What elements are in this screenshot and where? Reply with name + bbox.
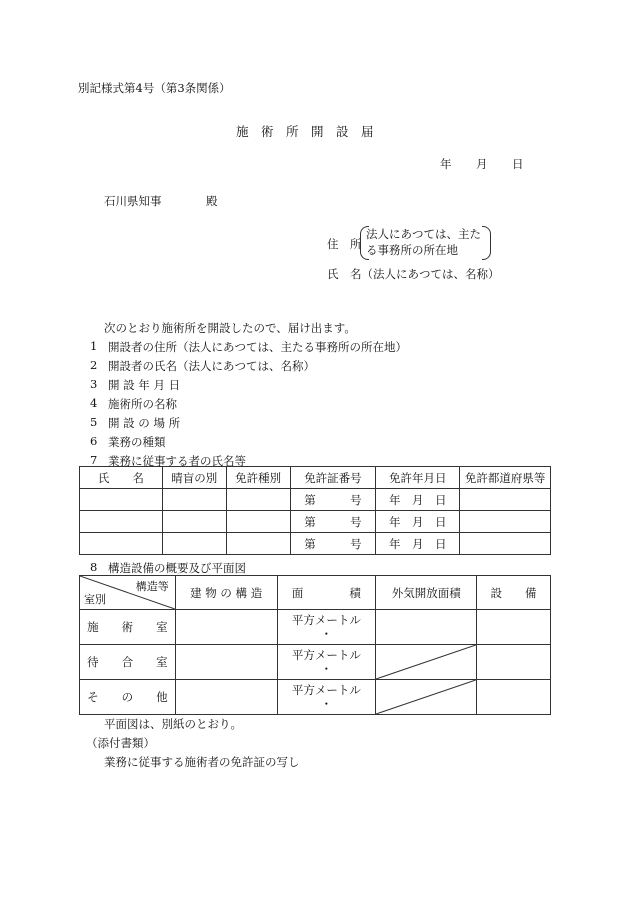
address-label: 住 所 xyxy=(327,237,362,251)
cell-license-prefecture[interactable] xyxy=(460,533,551,555)
cell-building-structure[interactable] xyxy=(175,680,277,715)
cell-building-structure[interactable] xyxy=(175,645,277,680)
room-label-other: そ の 他 xyxy=(80,680,176,715)
cell-name[interactable] xyxy=(80,489,163,511)
item-4-num: 4 xyxy=(90,396,98,410)
cell-open-air-area[interactable] xyxy=(376,610,477,645)
cell-equipment[interactable] xyxy=(477,680,551,715)
cell-vision[interactable] xyxy=(162,511,226,533)
item-1-text: 開設者の住所（法人にあつては、主たる事務所の所在地） xyxy=(108,340,407,354)
table-row xyxy=(80,680,551,715)
header-license-date: 免許年月日 xyxy=(376,467,460,489)
cell-vision[interactable] xyxy=(162,489,226,511)
item-6-num: 6 xyxy=(90,434,98,448)
item-2-num: 2 xyxy=(90,358,98,372)
form-label: 別記様式第4号（第3条関係） xyxy=(78,81,231,95)
cell-open-air-area-na xyxy=(376,680,477,715)
address-bracket-right xyxy=(482,226,491,260)
header-building-structure: 建 物 の 構 造 xyxy=(175,576,277,610)
staff-table-header xyxy=(80,467,551,489)
cell-name[interactable] xyxy=(80,533,163,555)
facility-table-header xyxy=(80,576,551,610)
intro-text: 次のとおり施術所を開設したので、届け出ます。 xyxy=(104,321,356,335)
header-license-type: 免許種別 xyxy=(226,467,290,489)
item-5-text: 開 設 の 場 所 xyxy=(108,416,181,430)
cell-license-prefecture[interactable] xyxy=(460,489,551,511)
address-note-line2: る事務所の所在地 xyxy=(366,243,458,257)
area-dot: ・ xyxy=(320,697,333,711)
na-diagonal xyxy=(376,645,476,679)
cell-building-structure[interactable] xyxy=(175,610,277,645)
addressee: 石川県知事 xyxy=(104,194,162,208)
cell-equipment[interactable] xyxy=(477,610,551,645)
cell-license-no[interactable]: 第 号 xyxy=(290,511,376,533)
cell-vision[interactable] xyxy=(162,533,226,555)
attachment-item: 業務に従事する施術者の免許証の写し xyxy=(104,755,300,769)
table-row xyxy=(80,511,551,533)
item-2-text: 開設者の氏名（法人にあつては、名称） xyxy=(108,359,315,373)
cell-area[interactable] xyxy=(277,645,376,680)
cell-license-type[interactable] xyxy=(226,511,290,533)
header-vision: 晴盲の別 xyxy=(162,467,226,489)
address-note-line1: 法人にあつては、主た xyxy=(366,227,481,241)
item-3-text: 開 設 年 月 日 xyxy=(108,378,181,392)
header-open-air-area: 外気開放面積 xyxy=(376,576,477,610)
cell-license-type[interactable] xyxy=(226,533,290,555)
staff-table xyxy=(79,466,551,555)
cell-name[interactable] xyxy=(80,511,163,533)
cell-equipment[interactable] xyxy=(477,645,551,680)
item-6-text: 業務の種類 xyxy=(108,435,166,449)
header-area: 面 積 xyxy=(277,576,376,610)
area-unit: 平方メートル xyxy=(291,613,361,627)
item-4-text: 施術所の名称 xyxy=(108,397,177,411)
cell-area[interactable] xyxy=(277,680,376,715)
cell-open-air-area-na xyxy=(376,645,477,680)
cell-area[interactable] xyxy=(277,610,376,645)
date-year: 年 xyxy=(440,157,452,171)
area-dot: ・ xyxy=(320,662,333,676)
item-3-num: 3 xyxy=(90,377,98,391)
document-title: 施 術 所 開 設 届 xyxy=(236,124,374,139)
header-license-no: 免許証番号 xyxy=(290,467,376,489)
cell-license-no[interactable]: 第 号 xyxy=(290,533,376,555)
cell-license-type[interactable] xyxy=(226,489,290,511)
cell-license-date[interactable]: 年 月 日 xyxy=(376,511,460,533)
table-row xyxy=(80,533,551,555)
date-month: 月 xyxy=(476,157,488,171)
room-label-treatment: 施 術 室 xyxy=(80,610,176,645)
cell-license-date[interactable]: 年 月 日 xyxy=(376,489,460,511)
corner-bottom-label: 室別 xyxy=(84,593,106,606)
item-5-num: 5 xyxy=(90,415,98,429)
honorific: 殿 xyxy=(206,194,218,208)
date-day: 日 xyxy=(512,157,524,171)
area-dot: ・ xyxy=(320,627,333,641)
attachments-label: （添付書類） xyxy=(86,736,155,750)
table-row xyxy=(80,610,551,645)
area-unit: 平方メートル xyxy=(291,648,361,662)
cell-license-prefecture[interactable] xyxy=(460,511,551,533)
item-8-num: 8 xyxy=(90,560,98,574)
name-label: 氏 名（法人にあつては、名称） xyxy=(327,267,500,281)
room-label-waiting: 待 合 室 xyxy=(80,645,176,680)
item-8-text: 構造設備の概要及び平面図 xyxy=(108,561,246,575)
item-7-text: 業務に従事する者の氏名等 xyxy=(108,454,246,468)
table-row xyxy=(80,645,551,680)
na-diagonal xyxy=(376,680,476,714)
cell-license-no[interactable]: 第 号 xyxy=(290,489,376,511)
header-license-prefecture: 免許都道府県等 xyxy=(460,467,551,489)
area-unit: 平方メートル xyxy=(291,683,361,697)
cell-license-date[interactable]: 年 月 日 xyxy=(376,533,460,555)
corner-cell xyxy=(80,576,176,610)
address-note xyxy=(366,226,481,258)
floor-plan-note: 平面図は、別紙のとおり。 xyxy=(104,717,242,731)
facility-table xyxy=(79,575,551,715)
table-row xyxy=(80,489,551,511)
header-name: 氏 名 xyxy=(80,467,163,489)
header-equipment: 設 備 xyxy=(477,576,551,610)
item-7-num: 7 xyxy=(90,453,98,467)
corner-top-label: 構造等 xyxy=(135,580,169,593)
item-1-num: 1 xyxy=(90,339,98,353)
